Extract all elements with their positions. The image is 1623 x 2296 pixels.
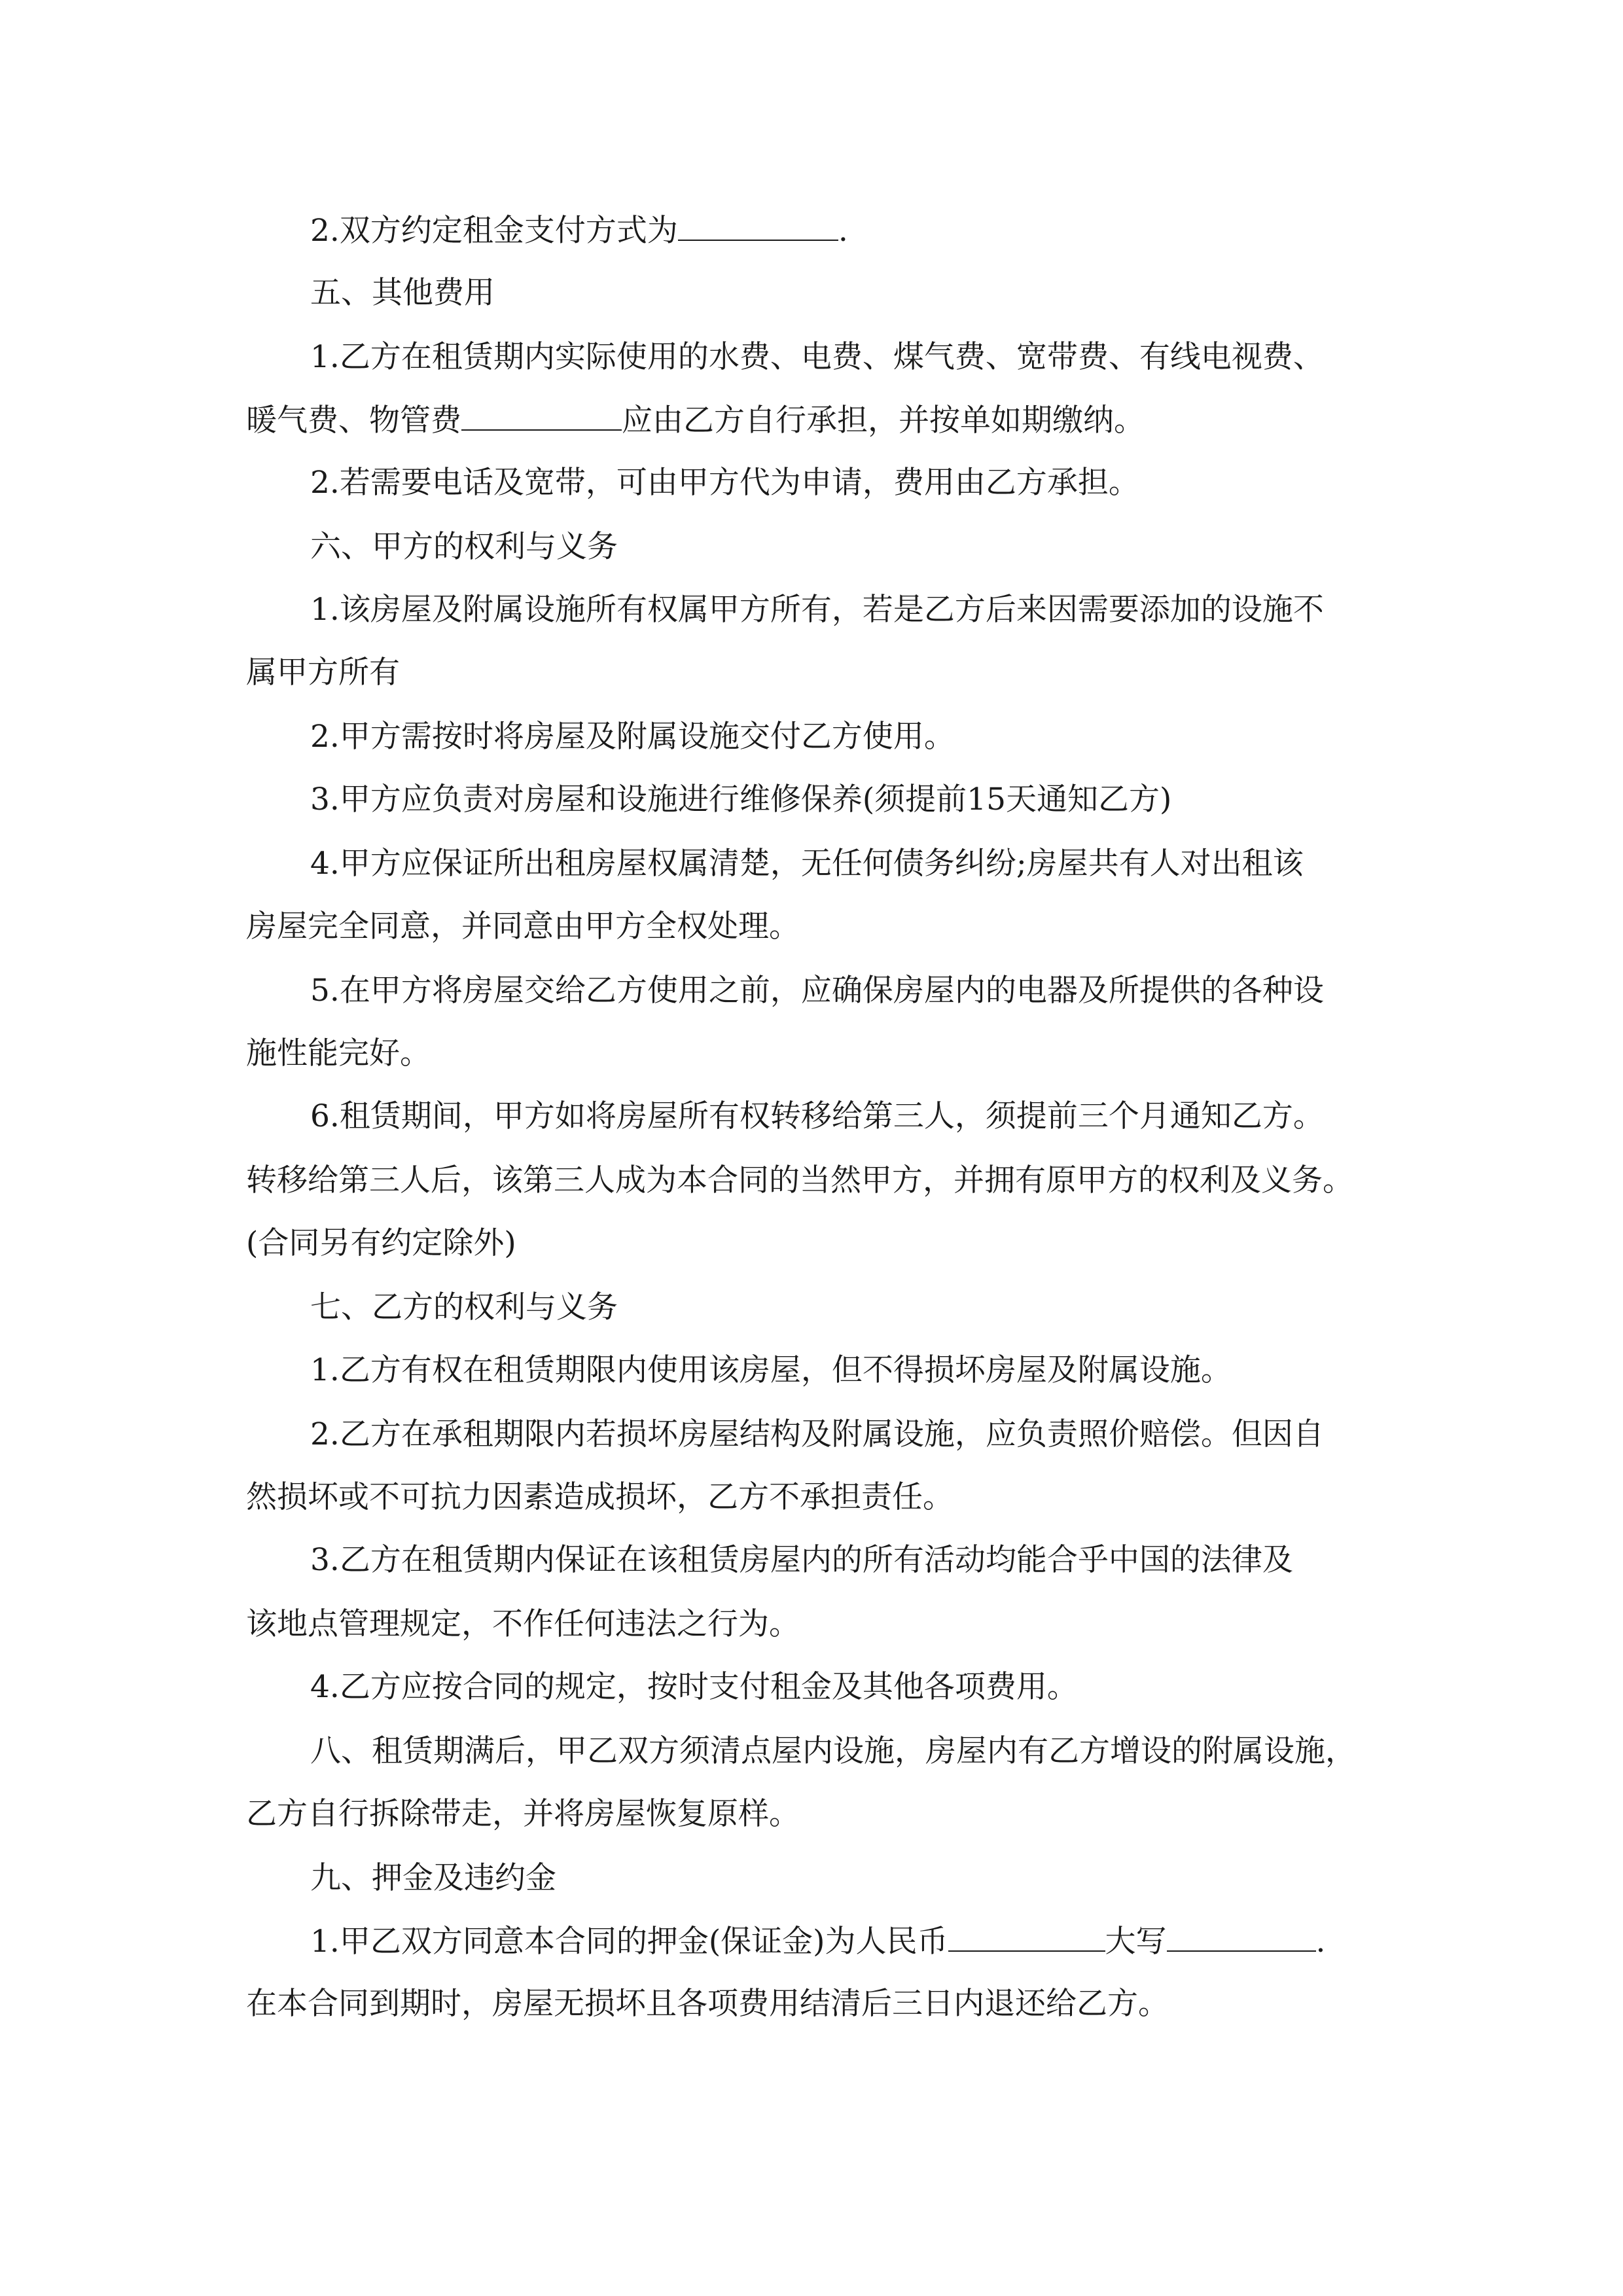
text-line: 然损坏或不可抗力因素造成损坏，乙方不承担责任。 — [246, 1479, 954, 1515]
fill-in-blank — [461, 401, 622, 431]
text-segment: 1.甲乙双方同意本合同的押金(保证金)为人民币 — [310, 1924, 948, 1960]
fill-in-blank — [1167, 1922, 1316, 1952]
text-line: 房屋完全同意，并同意由甲方全权处理。 — [246, 908, 800, 944]
text-line: 5.在甲方将房屋交给乙方使用之前，应确保房屋内的电器及所提供的各种设 — [310, 973, 1324, 1009]
text-segment: 应由乙方自行承担，并按单如期缴纳。 — [622, 403, 1145, 439]
text-segment: 大写 — [1105, 1924, 1167, 1960]
text-line: 该地点管理规定，不作任何违法之行为。 — [246, 1606, 800, 1642]
text-line: 在本合同到期时，房屋无损坏且各项费用结清后三日内退还给乙方。 — [246, 1986, 1169, 2022]
text-line: 施性能完好。 — [246, 1035, 431, 1071]
text-line: 3.乙方在租赁期内保证在该租赁房屋内的所有活动均能合乎中国的法律及 — [310, 1542, 1293, 1578]
text-segment: 暖气费、物管费 — [246, 403, 461, 439]
text-line: 4.甲方应保证所出租房屋权属清楚，无任何债务纠纷;房屋共有人对出租该 — [310, 846, 1304, 882]
text-line: 1.乙方在租赁期内实际使用的水费、电费、煤气费、宽带费、有线电视费、 — [310, 339, 1324, 375]
text-line: 2.甲方需按时将房屋及附属设施交付乙方使用。 — [310, 719, 955, 755]
text-line: 乙方自行拆除带走，并将房屋恢复原样。 — [246, 1796, 800, 1832]
text-line: 2.若需要电话及宽带，可由甲方代为申请，费用由乙方承担。 — [310, 465, 1139, 501]
text-line — [246, 401, 1145, 440]
text-line: 6.租赁期间，甲方如将房屋所有权转移给第三人，须提前三个月通知乙方。 — [310, 1098, 1324, 1134]
text-line: 八、租赁期满后，甲乙双方须清点屋内设施，房屋内有乙方增设的附属设施， — [310, 1733, 1356, 1769]
text-line: 转移给第三人后，该第三人成为本合同的当然甲方，并拥有原甲方的权利及义务。 — [246, 1162, 1353, 1198]
text-line — [310, 1922, 1325, 1962]
text-line — [310, 211, 848, 251]
text-line: 属甲方所有 — [246, 655, 400, 691]
section-heading: 九、押金及违约金 — [310, 1860, 556, 1896]
text-line: (合同另有约定除外) — [246, 1225, 516, 1261]
text-line: 4.乙方应按合同的规定，按时支付租金及其他各项费用。 — [310, 1669, 1078, 1705]
section-heading: 五、其他费用 — [310, 275, 495, 311]
text-line: 1.该房屋及附属设施所有权属甲方所有，若是乙方后来因需要添加的设施不 — [310, 592, 1324, 628]
section-heading: 七、乙方的权利与义务 — [310, 1289, 618, 1325]
text-line: 2.乙方在承租期限内若损坏房屋结构及附属设施，应负责照价赔偿。但因自 — [310, 1416, 1324, 1452]
text-segment: . — [838, 213, 848, 249]
text-line: 3.甲方应负责对房屋和设施进行维修保养(须提前15天通知乙方) — [310, 781, 1172, 817]
fill-in-blank — [948, 1922, 1105, 1952]
text-segment: . — [1315, 1924, 1326, 1960]
text-segment: 2.双方约定租金支付方式为 — [310, 213, 678, 249]
fill-in-blank — [678, 211, 838, 241]
section-heading: 六、甲方的权利与义务 — [310, 529, 618, 565]
text-line: 1.乙方有权在租赁期限内使用该房屋，但不得损坏房屋及附属设施。 — [310, 1352, 1232, 1388]
